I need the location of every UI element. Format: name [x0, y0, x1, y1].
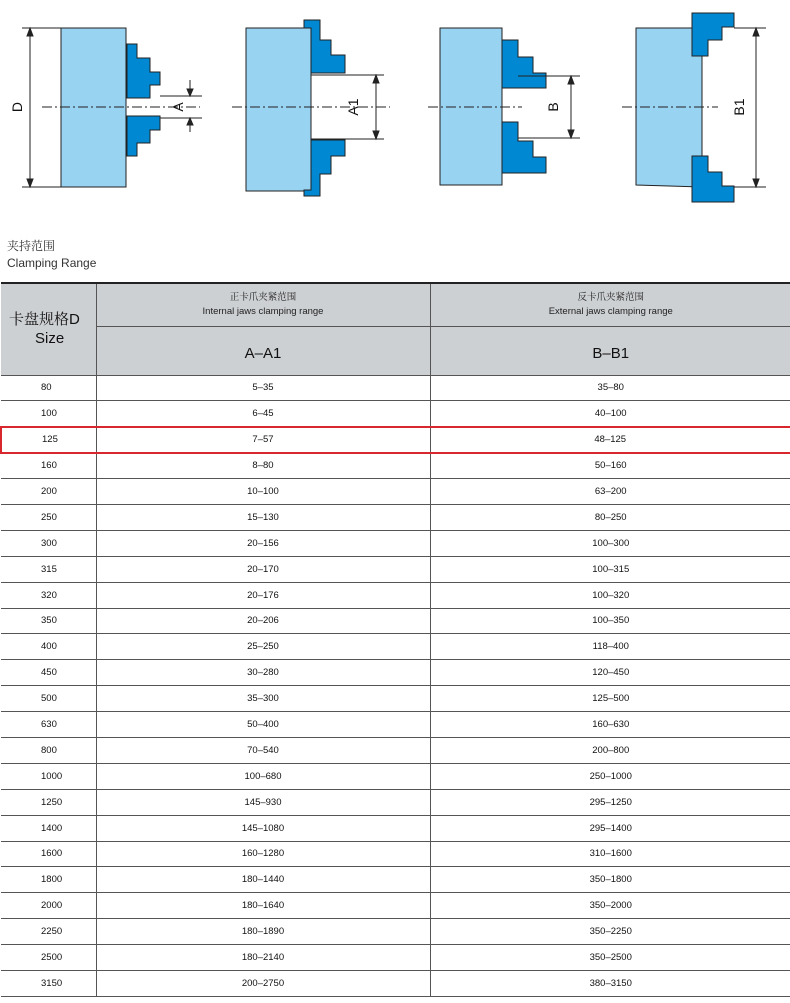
internal-range-cell: 20–156 [96, 530, 430, 556]
external-range-cell: 120–450 [430, 660, 790, 686]
arrow [27, 28, 33, 36]
external-range-cell: 200–800 [430, 737, 790, 763]
table-row [1, 919, 790, 945]
table-row [1, 945, 790, 971]
size-cell: 1400 [1, 815, 96, 841]
internal-range-cell: 6–45 [96, 401, 430, 427]
external-range-cell: 310–1600 [430, 841, 790, 867]
arrow [187, 89, 193, 96]
size-header [1, 283, 96, 375]
table-row [1, 893, 790, 919]
table-row [1, 530, 790, 556]
size-cell: 250 [1, 504, 96, 530]
external-range-subheader: B–B1 [430, 326, 790, 375]
arrow [373, 75, 379, 83]
size-cell: 1800 [1, 867, 96, 893]
external-range-cell: 50–160 [430, 453, 790, 479]
internal-jaws-header-en: Internal jaws clamping range [202, 305, 324, 317]
clamping-diagrams [0, 0, 790, 220]
size-cell: 400 [1, 634, 96, 660]
label-a: A [170, 102, 186, 112]
table-row [1, 375, 790, 401]
arrow [373, 131, 379, 139]
table-row [1, 582, 790, 608]
size-header-zh: 卡盘规格D [9, 311, 80, 329]
external-range-cell: 35–80 [430, 375, 790, 401]
table-row [1, 841, 790, 867]
internal-range-cell: 50–400 [96, 712, 430, 738]
size-cell: 3150 [1, 970, 96, 996]
caption-zh: 夹持范围 [7, 239, 56, 253]
jaw-upper [127, 44, 160, 98]
size-cell: 100 [1, 401, 96, 427]
size-cell: 500 [1, 686, 96, 712]
internal-range-cell: 100–680 [96, 763, 430, 789]
internal-range-cell: 20–176 [96, 582, 430, 608]
size-cell: 350 [1, 608, 96, 634]
clamping-range-table [0, 282, 790, 997]
external-range-cell: 350–2000 [430, 893, 790, 919]
table-row [1, 427, 790, 453]
table-row [1, 556, 790, 582]
size-cell: 125 [1, 427, 96, 453]
size-cell: 1000 [1, 763, 96, 789]
table-row [1, 970, 790, 996]
external-range-cell: 100–320 [430, 582, 790, 608]
external-range-cell: 118–400 [430, 634, 790, 660]
external-range-cell: 100–350 [430, 608, 790, 634]
internal-jaws-header [96, 283, 430, 326]
external-range-cell: 350–2250 [430, 919, 790, 945]
internal-range-cell: 145–1080 [96, 815, 430, 841]
external-range-cell: 250–1000 [430, 763, 790, 789]
external-range-cell: 350–2500 [430, 945, 790, 971]
internal-range-cell: 180–1440 [96, 867, 430, 893]
table-row [1, 479, 790, 505]
diagram-dimension-a1 [232, 20, 390, 196]
table-row [1, 712, 790, 738]
external-range-cell: 40–100 [430, 401, 790, 427]
table-row [1, 815, 790, 841]
external-range-cell: 48–125 [430, 427, 790, 453]
size-header-en: Size [35, 330, 65, 348]
arrow [187, 118, 193, 125]
table-row [1, 737, 790, 763]
table-row [1, 453, 790, 479]
size-cell: 450 [1, 660, 96, 686]
external-jaws-header-zh: 反卡爪夹紧范围 [577, 291, 644, 303]
internal-range-cell: 25–250 [96, 634, 430, 660]
external-range-cell: 125–500 [430, 686, 790, 712]
chuck-diagrams-svg [0, 0, 790, 220]
arrow [568, 76, 574, 84]
arrow [753, 28, 759, 36]
clamping-range-caption [7, 238, 96, 272]
size-cell: 200 [1, 479, 96, 505]
internal-range-subheader: A–A1 [96, 326, 430, 375]
size-cell: 2250 [1, 919, 96, 945]
jaw-lower [127, 116, 160, 156]
arrow [753, 179, 759, 187]
table-row [1, 401, 790, 427]
internal-range-cell: 160–1280 [96, 841, 430, 867]
jaw-lower [692, 156, 734, 202]
external-range-cell: 63–200 [430, 479, 790, 505]
label-b1: B1 [731, 98, 747, 116]
external-jaws-header [430, 283, 790, 326]
internal-range-cell: 15–130 [96, 504, 430, 530]
external-range-cell: 295–1400 [430, 815, 790, 841]
external-range-cell: 350–1800 [430, 867, 790, 893]
table-row [1, 763, 790, 789]
caption-en: Clamping Range [7, 256, 97, 270]
size-cell: 300 [1, 530, 96, 556]
size-cell: 2500 [1, 945, 96, 971]
size-cell: 320 [1, 582, 96, 608]
external-range-cell: 380–3150 [430, 970, 790, 996]
table-row [1, 608, 790, 634]
table-row [1, 686, 790, 712]
internal-range-cell: 200–2750 [96, 970, 430, 996]
external-range-cell: 160–630 [430, 712, 790, 738]
internal-range-cell: 7–57 [96, 427, 430, 453]
internal-range-cell: 145–930 [96, 789, 430, 815]
label-b: B [545, 102, 561, 112]
size-cell: 630 [1, 712, 96, 738]
internal-range-cell: 180–2140 [96, 945, 430, 971]
arrow [27, 179, 33, 187]
internal-range-cell: 8–80 [96, 453, 430, 479]
arrow [568, 130, 574, 138]
table-row [1, 634, 790, 660]
jaw-upper [502, 40, 546, 88]
size-cell: 1250 [1, 789, 96, 815]
internal-range-cell: 30–280 [96, 660, 430, 686]
table-row [1, 504, 790, 530]
internal-range-cell: 70–540 [96, 737, 430, 763]
size-cell: 1600 [1, 841, 96, 867]
external-jaws-header-en: External jaws clamping range [548, 305, 673, 317]
internal-range-cell: 20–170 [96, 556, 430, 582]
internal-range-cell: 35–300 [96, 686, 430, 712]
size-cell: 160 [1, 453, 96, 479]
internal-range-cell: 20–206 [96, 608, 430, 634]
table-body [1, 375, 790, 996]
label-d: D [9, 101, 25, 113]
jaw-lower [502, 122, 546, 173]
table-row [1, 867, 790, 893]
chuck-body [246, 28, 311, 191]
jaw-upper [692, 13, 734, 56]
label-a1: A1 [345, 98, 361, 116]
external-range-cell: 100–315 [430, 556, 790, 582]
external-range-cell: 80–250 [430, 504, 790, 530]
table-row [1, 660, 790, 686]
size-cell: 800 [1, 737, 96, 763]
table-row [1, 789, 790, 815]
internal-range-cell: 10–100 [96, 479, 430, 505]
external-range-cell: 100–300 [430, 530, 790, 556]
internal-jaws-header-zh: 正卡爪夹紧范围 [229, 291, 297, 303]
size-cell: 2000 [1, 893, 96, 919]
size-cell: 315 [1, 556, 96, 582]
external-range-cell: 295–1250 [430, 789, 790, 815]
internal-range-cell: 180–1640 [96, 893, 430, 919]
internal-range-cell: 180–1890 [96, 919, 430, 945]
size-cell: 80 [1, 375, 96, 401]
internal-range-cell: 5–35 [96, 375, 430, 401]
